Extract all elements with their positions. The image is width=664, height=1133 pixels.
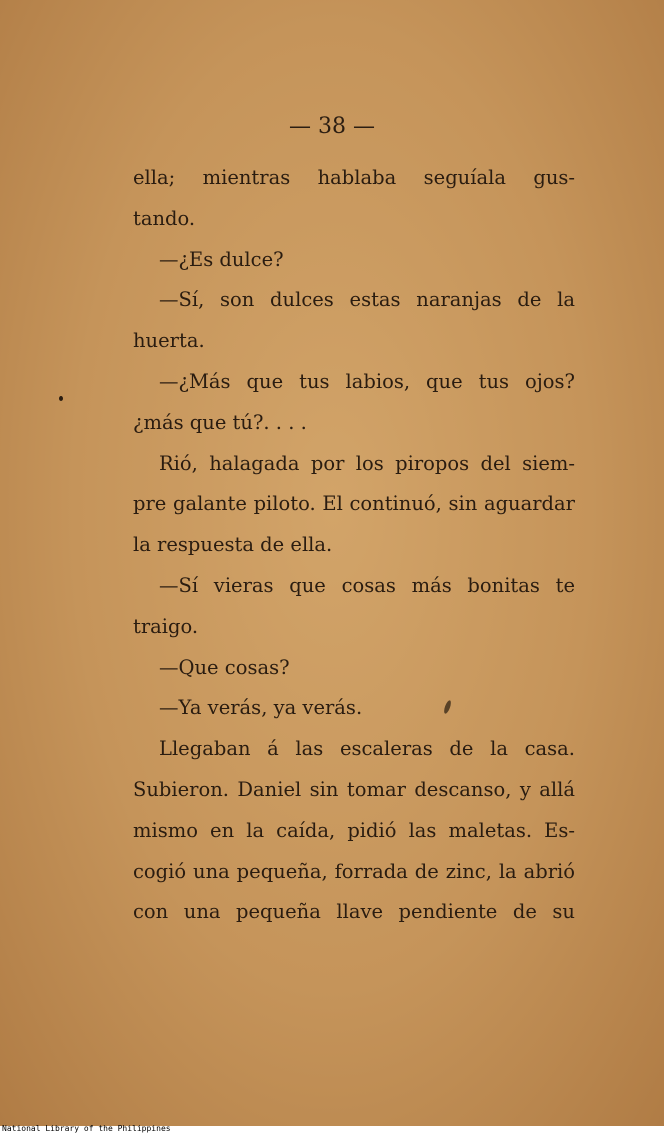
text-line: Llegaban á las escaleras de la casa. [159, 737, 575, 761]
library-credit: National Library of the Philippines [2, 1124, 171, 1133]
text-line: —Sí, son dulces estas naranjas de la [159, 288, 575, 312]
text-line: traigo. [133, 614, 199, 638]
text-line: —Ya verás, ya verás. [159, 696, 363, 720]
body-text [133, 158, 575, 933]
text-line: Rió, halagada por los piropos del siem- [159, 451, 575, 475]
text-line: —Que cosas? [159, 655, 290, 679]
text-line: Subieron. Daniel sin tomar descanso, y allá [133, 777, 575, 801]
text-line: ¿más que tú?. . . . [133, 410, 307, 434]
text-line: —¿Es dulce? [159, 247, 284, 271]
text-line: tando. [133, 206, 196, 230]
text-line: huerta. [133, 329, 205, 353]
text-line: pre galante piloto. El continuó, sin aguardar [133, 492, 575, 516]
text-line: ella; mientras hablaba seguíala gus- [133, 166, 575, 189]
page-number: — 38 — [289, 114, 375, 139]
text-line: con una pequeña llave pendiente de su [133, 900, 575, 924]
text-line: —Sí vieras que cosas más bonitas te [159, 573, 575, 597]
ink-spot [59, 396, 63, 401]
text-line: la respuesta de ella. [133, 533, 333, 557]
text-line: mismo en la caída, pidió las maletas. Es- [133, 818, 575, 842]
text-line: cogió una pequeña, forrada de zinc, la abrió [133, 859, 575, 883]
text-line: —¿Más que tus labios, que tus ojos? [159, 369, 575, 393]
